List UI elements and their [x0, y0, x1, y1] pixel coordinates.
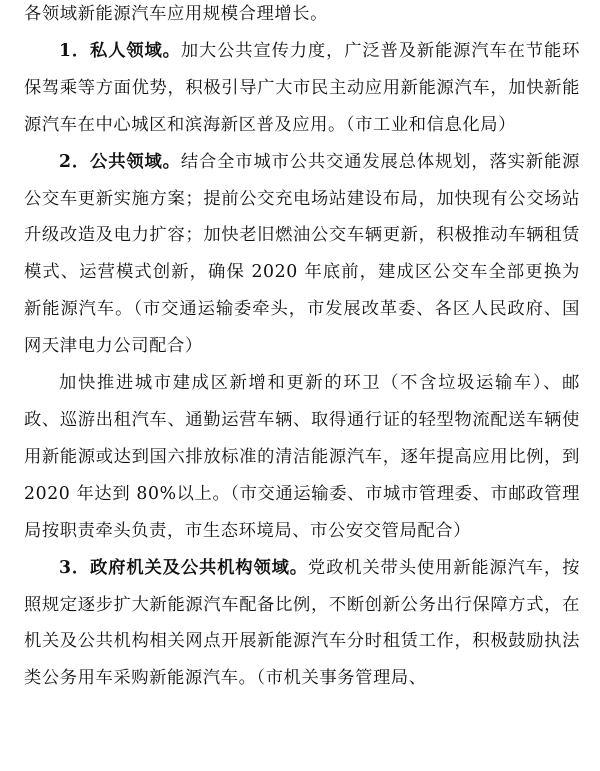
section-heading-private: 1．私人领域。 — [59, 40, 181, 61]
section-heading-government: 3．政府机关及公共机构领域。 — [59, 557, 308, 578]
paragraph-urban-vehicles: 加快推进城市建成区新增和更新的环卫（不含垃圾运输车）、邮政、巡游出租汽车、通勤运营车辆、取得通行证的轻型物流配送车辆使用新能源或达到国六排放标准的清洁能源汽车，逐年提高应用比例，到 2020 年达到 80%以上。（市交通运输委、市城市管理委、市邮政管理局按职责牵头负责，市生态环境局、市公安交管局配合） — [24, 373, 580, 541]
paragraph-intro: 各领域新能源汽车应用规模合理增长。 — [24, 4, 328, 24]
paragraph-government-sector — [24, 550, 580, 698]
document-body — [24, 0, 580, 697]
section-body-government: 党政机关带头使用新能源汽车，按照规定逐步扩大新能源汽车配备比例，不断创新公务出行保障方式，在机关及公共机构相关网点开展新能源汽车分时租赁工作，积极鼓励执法类公务用车采购新能源汽车。（市机关事务管理局、 — [24, 557, 580, 689]
paragraph-public-sector — [24, 144, 580, 365]
section-heading-public: 2．公共领域。 — [59, 151, 181, 172]
section-body-public: 结合全市城市公共交通发展总体规划，落实新能源公交车更新实施方案；提前公交充电场站建设布局，加快现有公交场站升级改造及电力扩容；加快老旧燃油公交车辆更新，积极推动车辆租赁模式、运营模式创新，确保 2020 年底前，建成区公交车全部更换为新能源汽车。（市交通运输委牵头，市发展改革委、各区人民政府、国网天津电力公司配合） — [24, 151, 580, 357]
section-body-private: 加大公共宣传力度，广泛普及新能源汽车在节能环保驾乘等方面优势，积极引导广大市民主动应用新能源汽车，加快新能源汽车在中心城区和滨海新区普及应用。（市工业和信息化局） — [24, 40, 580, 135]
paragraph-private-sector — [24, 33, 580, 144]
